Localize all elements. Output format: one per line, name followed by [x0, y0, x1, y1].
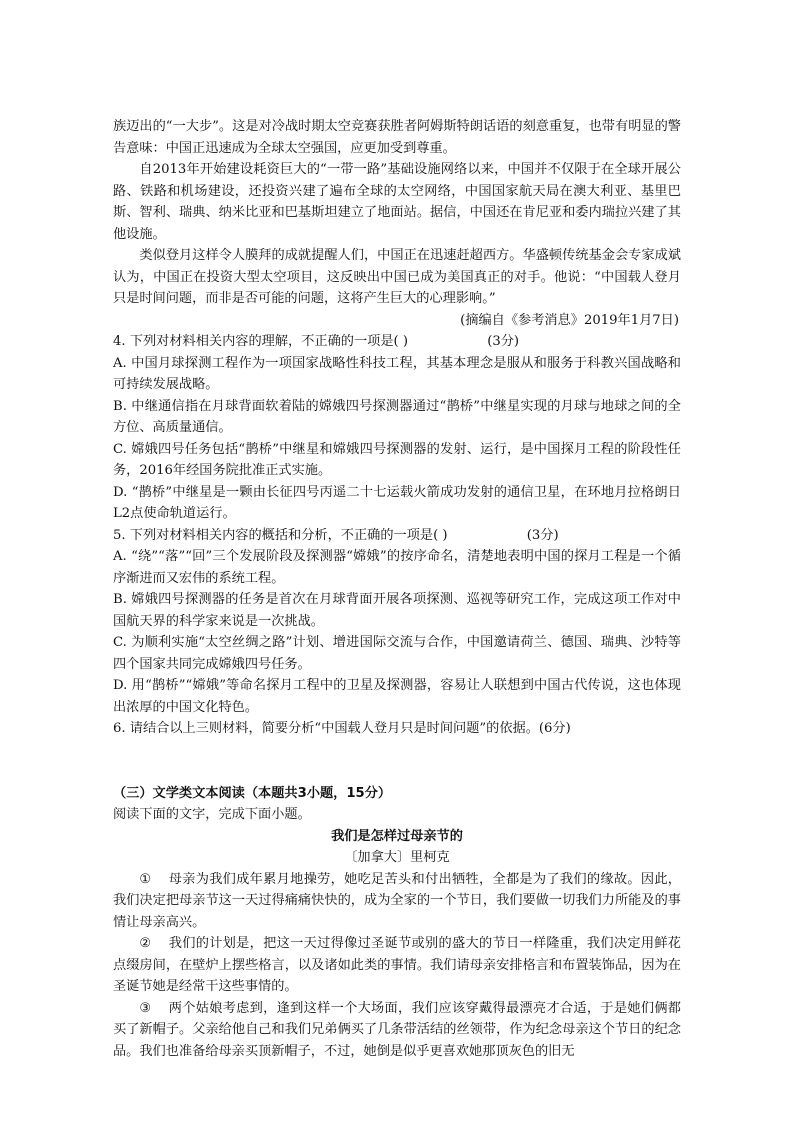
- question-4-stem: 4. 下列对材料相关内容的理解，不正确的一项是( ) (3分): [113, 331, 681, 353]
- material-paragraph-3: 类似登月这样令人膜拜的成就提醒人们，中国正在迅速赶超西方。华盛顿传统基金会专家成斌认为，中国正在投资大型太空项目，这反映出中国已成为美国真正的对手。他说：“中国载人登月只是时间问题，而非是否可能的问题，这将产生巨大的心理影响。”: [113, 248, 681, 306]
- question-4-option-b: B. 中继通信指在月球背面软着陆的嫦娥四号探测器通过“鹊桥”中继星实现的月球与地球之间的全方位、高质量通信。: [113, 398, 681, 435]
- story-paragraph-1: ① 母亲为我们成年累月地操劳，她吃足苦头和付出牺牲，全都是为了我们的缘故。因此，我们决定把母亲节这一天过得痛痛快快的，成为全家的一个节日，我们要做一切我们力所能及的事情让母亲高兴。: [113, 871, 681, 930]
- question-5-option-b: B. 嫦娥四号探测器的任务是首次在月球背面开展各项探测、巡视等研究工作，完成这项工作对中国航天界的科学家来说是一次挑战。: [113, 592, 681, 629]
- document-page: [113, 116, 681, 1062]
- question-5-option-c: C. 为顺利实施“太空丝绸之路”计划、增进国际交流与合作，中国邀请荷兰、德国、瑞典、沙特等四个国家共同完成嫦娥四号任务。: [113, 635, 681, 672]
- section-3-instruction: 阅读下面的文字，完成下面小题。: [113, 807, 311, 822]
- question-6-stem: 6. 请结合以上三则材料，简要分析“中国载人登月只是时间问题”的依据。(6分): [113, 721, 571, 736]
- story-author: 〔加拿大〕里柯克: [344, 850, 450, 865]
- question-4-option-a: A. 中国月球探测工程作为一项国家战略性科技工程，其基本理念是服从和服务于科教兴国战略和可持续发展战略。: [113, 355, 681, 392]
- question-4-option-d: D. “鹊桥”中继星是一颗由长征四号丙遥二十七运载火箭成功发射的通信卫星，在环地月拉格朗日L2点使命轨道运行。: [113, 484, 681, 521]
- question-5-score: (3分): [526, 527, 559, 543]
- question-5-option-a: A. “绕”“落”“回”三个发展阶段及探测器“嫦娥”的按序命名，清楚地表明中国的探月工程是一个循序渐进而又宏伟的系统工程。: [113, 549, 681, 586]
- material-paragraph-1: 族迈出的“一大步”。这是对冷战时期太空竞赛获胜者阿姆斯特朗话语的刻意重复，也带有明显的警告意味：中国正迅速成为全球太空强国，应更加受到尊重。: [113, 119, 681, 156]
- question-4-score: (3分): [487, 334, 520, 349]
- question-5-option-d: D. 用“鹊桥”“嫦娥”等命名探月工程中的卫星及探测器，容易让人联想到中国古代传说，这也体现出浓厚的中国文化特色。: [113, 678, 681, 715]
- material-paragraph-2: 自2013年开始建设耗资巨大的“一带一路”基础设施网络以来，中国并不仅限于在全球开展公路、铁路和机场建设，还投资兴建了遍布全球的太空网络，中国国家航天局在澳大利亚、基里巴斯、智利、瑞典、纳米比亚和巴基斯坦建立了地面站。据信，中国还在肯尼亚和委内瑞拉兴建了其他设施。: [113, 162, 681, 242]
- section-3-heading: （三）文学类文本阅读（本题共3小题，15分）: [113, 785, 392, 801]
- section-gap: [113, 740, 681, 783]
- story-paragraph-2: ② 我们的计划是，把这一天过得像过圣诞节或别的盛大的节日一样隆重，我们决定用鲜花点缀房间，在壁炉上摆些格言，以及诸如此类的事情。我们请母亲安排格言和布置装饰品，因为在圣诞节她是经常干这些事情的。: [113, 936, 681, 994]
- question-4-option-c: C. 嫦娥四号任务包括“鹊桥”中继星和嫦娥四号探测器的发射、运行，是中国探月工程的阶段性任务，2016年经国务院批准正式实施。: [113, 441, 681, 478]
- question-5-stem: 5. 下列对材料相关内容的概括和分析，不正确的一项是( ) (3分): [113, 525, 681, 547]
- material-source: (摘编自《参考消息》2019年1月7日): [460, 312, 679, 328]
- story-title: 我们是怎样过母亲节的: [331, 828, 463, 844]
- story-paragraph-3: ③ 两个姑娘考虑到，逢到这样一个大场面，我们应该穿戴得最漂亮才合适，于是她们俩都买了新帽子。父亲给他自己和我们兄弟俩买了几条带活结的丝领带，作为纪念母亲这个节日的纪念品。我们也准备给母亲买顶新帽子，不过，她倒是似乎更喜欢她那顶灰色的旧无: [113, 1000, 681, 1059]
